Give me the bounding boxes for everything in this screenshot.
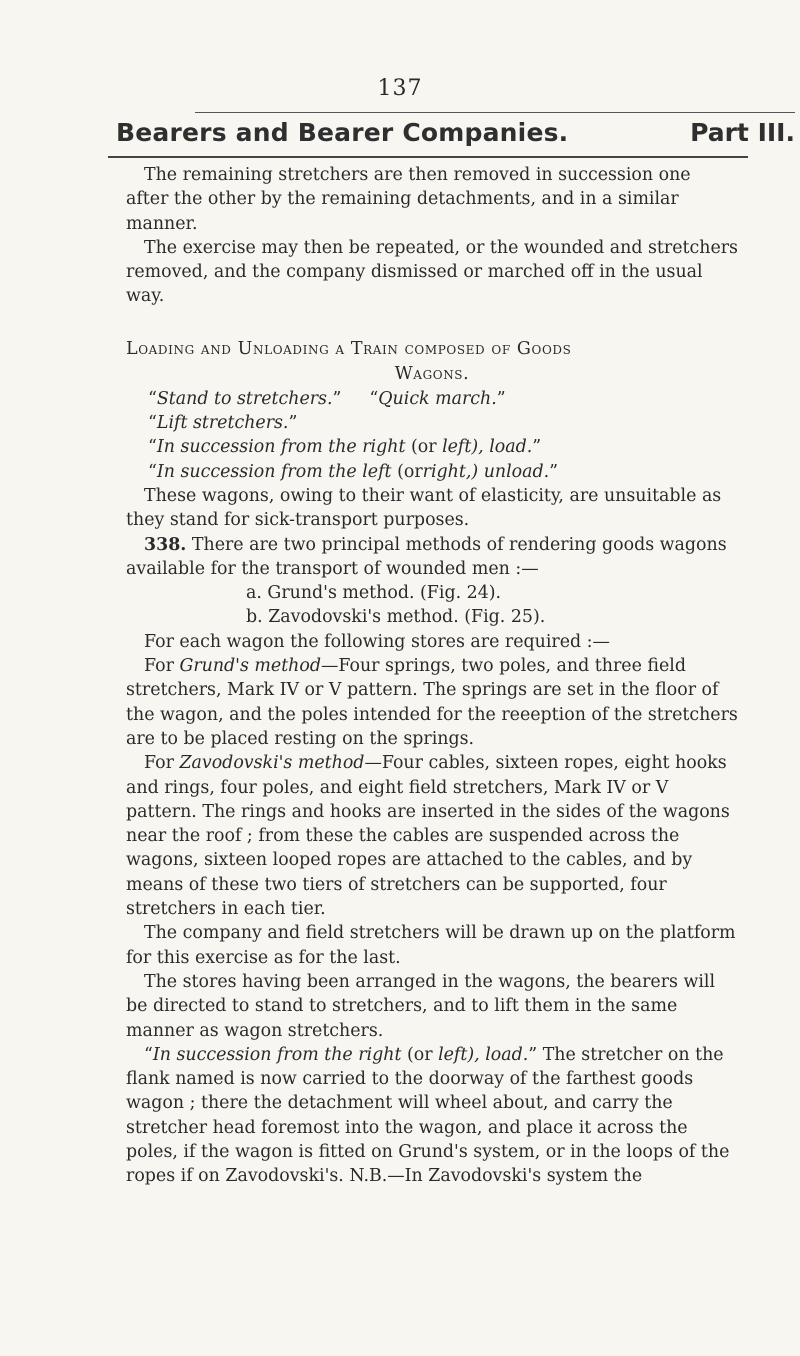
paragraph: The company and field stretchers will be drawn up on the platform for this exercise as for the last. xyxy=(126,923,736,968)
part-label: Part III. xyxy=(690,118,795,147)
command: “Stand to stretchers.” xyxy=(148,388,342,409)
header-rule-bottom xyxy=(108,156,748,158)
header-rule-top xyxy=(195,112,795,113)
command-row xyxy=(148,387,738,411)
page-number: 137 xyxy=(377,76,423,101)
section-number: 338. xyxy=(144,534,187,555)
paragraph: These wagons, owing to their want of elasticity, are unsuitable as they stand for sick-transport purposes. xyxy=(126,485,722,531)
command: “Lift stretchers.” xyxy=(148,413,298,434)
paragraph-338: 338. There are two principal methods of rendering goods wagons available for the transport of wounded men :— xyxy=(126,534,727,579)
running-header xyxy=(0,118,800,158)
paragraph: For Zavodovski's method—Four cables, sixteen ropes, eight hooks and rings, four poles, and eight field stretchers, Mark IV or V pattern. The rings and hooks are inserted in the sides of the wagons near the roof ; from these the cables are suspended across the wagons, sixteen looped ropes are attached to the cables, and by means of these two tiers of stretchers can be supported, four stretchers in each tier. xyxy=(126,753,730,920)
command: “Quick march.” xyxy=(369,388,506,409)
command-list xyxy=(126,387,738,484)
command: “In succession from the left (orright,) unload.” xyxy=(148,461,559,482)
section-heading-line2: Wagons. xyxy=(394,363,470,384)
list-item: b. Zavodovski's method. (Fig. 25). xyxy=(246,607,546,628)
paragraph: The remaining stretchers are then removed in succession one after the other by the remaining detachments, and in a similar manner. xyxy=(126,165,691,234)
page-body xyxy=(126,163,738,1189)
paragraph: The exercise may then be repeated, or the wounded and stretchers removed, and the company dismissed or marched off in the usual way. xyxy=(126,237,738,307)
paragraph: The stores having been arranged in the wagons, the bearers will be directed to stand to stretchers, and to lift them in the same manner as wagon stretchers. xyxy=(126,971,716,1041)
running-head-title: Bearers and Bearer Companies. xyxy=(116,118,569,147)
section-heading-line1: Loading and Unloading a Train composed of Goods xyxy=(126,338,572,359)
paragraph: “In succession from the right (or left), load.” The stretcher on the flank named is now carried to the doorway of the farthest goods wagon ; there the detachment will wheel about, and carry the stretcher head foremost into the wagon, and place it across the poles, if the wagon is fitted on Grund's system, or in the loops of the ropes if on Zavodovski's. N.B.—In Zavodovski's system the xyxy=(126,1044,730,1187)
paragraph: For Grund's method—Four springs, two poles, and three field stretchers, Mark IV or V pattern. The springs are set in the floor of the wagon, and the poles intended for the reeeption of the stretchers are to be placed resting on the springs. xyxy=(126,656,738,749)
list-item: a. Grund's method. (Fig. 24). xyxy=(246,583,502,604)
methods-list xyxy=(126,581,738,630)
paragraph: For each wagon the following stores are required :— xyxy=(144,631,610,652)
command: “In succession from the right (or left), load.” xyxy=(148,437,542,458)
section-heading xyxy=(126,337,738,387)
